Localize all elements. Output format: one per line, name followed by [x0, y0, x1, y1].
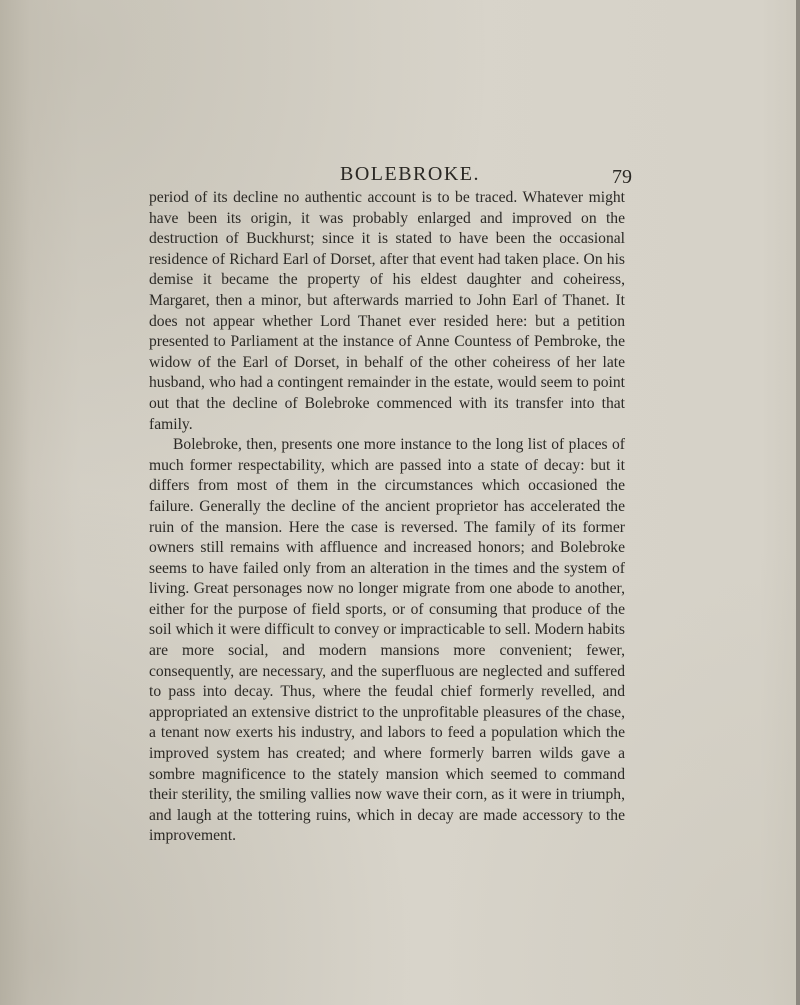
- paragraph: Bolebroke, then, presents one more instance to the long list of places of much former respectability, which are passed into a state of decay: but it differs from most of them in the circumstances which occasioned the failure. Generally the decline of the ancient proprietor has accelerated the ruin of the mansion. Here the case is reversed. The family of its former owners still remains with affluence and increased honors; and Bolebroke seems to have failed only from an alteration in the times and the system of living. Great personages now no longer migrate from one abode to another, either for the purpose of field sports, or of consuming that produce of the soil which it were difficult to convey or impracticable to sell. Modern habits are more social, and modern mansions more convenient; fewer, consequently, are necessary, and the superfluous are neglected and suffered to pass into decay. Thus, where the feudal chief formerly revelled, and appropriated an extensive district to the unprofitable pleasures of the chase, a tenant now exerts his industry, and labors to feed a population which the improved system has created; and where formerly barren wilds gave a sombre magnificence to the stately mansion which seemed to command their sterility, the smiling vallies now wave their corn, as it were in triumph, and laugh at the tottering ruins, which in decay are made accessory to the improvement.: [149, 436, 625, 845]
- running-head: BOLEBROKE.: [340, 163, 480, 185]
- page-number: 79: [612, 166, 632, 188]
- body-text: [149, 188, 625, 847]
- page-header: [140, 163, 632, 191]
- paragraph: period of its decline no authentic account is to be traced. Whatever might have been its origin, it was probably enlarged and improved on the destruction of Buckhurst; since it is stated to have been the occasional residence of Richard Earl of Dorset, after that event had taken place. On his demise it became the property of his eldest daughter and coheiress, Margaret, then a minor, but afterwards married to John Earl of Thanet. It does not appear whether Lord Thanet ever resided here: but a petition presented to Parliament at the instance of Anne Countess of Pembroke, the widow of the Earl of Dorset, in behalf of the other coheiress of her late husband, who had a contingent remainder in the estate, would seem to point out that the decline of Bolebroke commenced with its transfer into that family.: [149, 189, 625, 433]
- page-edge: [796, 0, 800, 1005]
